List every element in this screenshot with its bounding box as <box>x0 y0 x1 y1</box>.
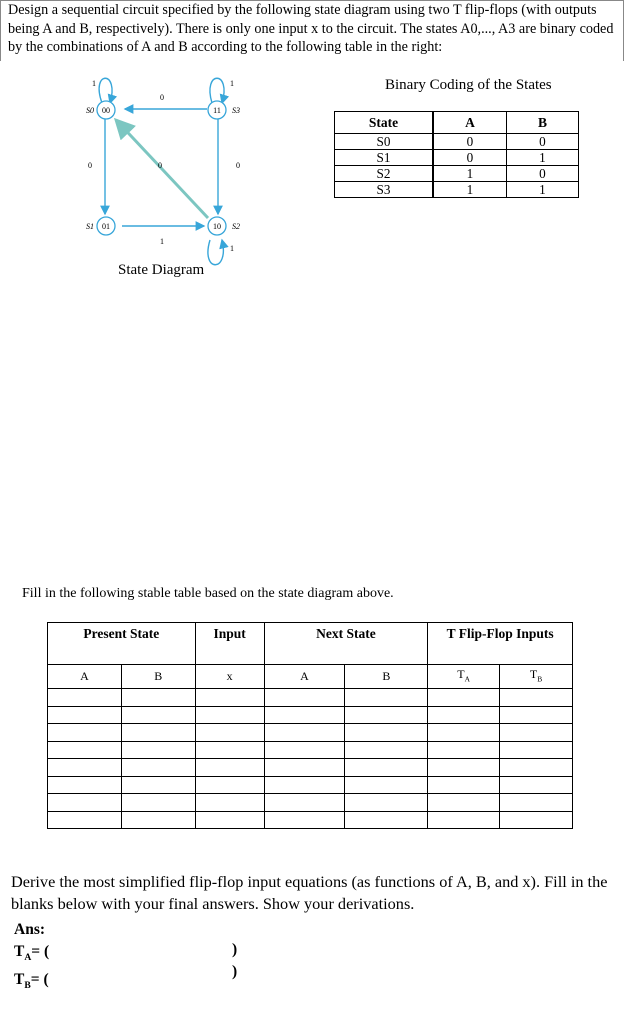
answer-block <box>14 919 49 997</box>
col-ta: $T_A$ <box>428 665 500 689</box>
label-s0-to-s1: 0 <box>88 161 92 170</box>
col-x: x <box>195 665 264 689</box>
ta-answer-input[interactable] <box>76 941 224 961</box>
col-tb: $T_B$ <box>500 665 573 689</box>
coding-row: S3 1 1 <box>335 182 579 198</box>
state-diagram <box>70 68 280 268</box>
s2-self-loop <box>208 240 223 265</box>
tb-close-paren: ) <box>232 963 238 980</box>
svg-text:00: 00 <box>102 106 110 115</box>
label-s1-to-s2: 1 <box>160 237 164 246</box>
problem-intro: Design a sequential circuit specified by the following state diagram using two T flip-flops (with outputs being A and B, respectively). There is only one input x to the circuit. The states A0,..., A3 are binary coded by the combinations of A and B according to the following table in the right: <box>8 2 614 55</box>
state-table <box>47 622 573 829</box>
col-a-present: A <box>48 665 122 689</box>
coding-table-title: Binary Coding of the States <box>385 77 552 93</box>
state-node-s2 <box>208 217 240 235</box>
coding-row: S2 1 0 <box>335 166 579 182</box>
svg-text:S0: S0 <box>86 106 94 115</box>
ans-label: Ans: <box>14 921 46 938</box>
table-row <box>48 794 573 812</box>
tb-line: $T_B=$ ( <box>14 971 49 992</box>
ta-line: $T_A=$ ( <box>14 943 50 964</box>
label-diagonal: 0 <box>158 161 162 170</box>
coding-header-b: B <box>506 112 578 134</box>
svg-text:S3: S3 <box>232 106 240 115</box>
coding-header-a: A <box>433 112 507 134</box>
coding-header-state: State <box>335 112 433 134</box>
col-a-next: A <box>264 665 345 689</box>
svg-text:S2: S2 <box>232 222 240 231</box>
svg-text:S1: S1 <box>86 222 94 231</box>
table-row <box>48 724 573 742</box>
s3-self-loop <box>210 78 224 103</box>
table-row <box>48 759 573 777</box>
svg-text:01: 01 <box>102 222 110 231</box>
state-node-s3 <box>208 101 240 119</box>
diagonal-edge <box>116 120 208 218</box>
state-node-s0 <box>86 101 115 119</box>
label-s3-self: 1 <box>230 79 234 88</box>
table-row <box>48 689 573 707</box>
present-state-header: Present State <box>48 623 196 665</box>
diagram-caption: State Diagram <box>118 262 205 278</box>
col-b-present: B <box>121 665 195 689</box>
table-instruction: Fill in the following stable table based on the state diagram above. <box>22 586 394 601</box>
svg-text:10: 10 <box>213 222 221 231</box>
table-row <box>48 741 573 759</box>
table-row <box>48 776 573 794</box>
coding-row: S1 0 1 <box>335 150 579 166</box>
state-node-s1 <box>86 217 115 235</box>
coding-row: S0 0 0 <box>335 134 579 150</box>
table-row <box>48 811 573 829</box>
next-state-header: Next State <box>264 623 428 665</box>
label-s3-to-s2: 0 <box>236 161 240 170</box>
coding-table <box>334 111 579 198</box>
label-s2-self: 1 <box>230 244 234 253</box>
ta-close-paren: ) <box>232 941 238 958</box>
tb-answer-input[interactable] <box>76 963 224 983</box>
label-s3-to-s0: 0 <box>160 93 164 102</box>
input-header: Input <box>195 623 264 665</box>
s0-self-loop <box>99 78 112 103</box>
tff-inputs-header: T Flip-Flop Inputs <box>428 623 573 665</box>
col-b-next: B <box>345 665 428 689</box>
table-row <box>48 706 573 724</box>
label-s0-self: 1 <box>92 79 96 88</box>
derivation-text: Derive the most simplified flip-flop input equations (as functions of A, B, and x). Fill in the blanks below with your final answers. Show your derivations. <box>11 872 608 913</box>
svg-text:11: 11 <box>213 106 221 115</box>
